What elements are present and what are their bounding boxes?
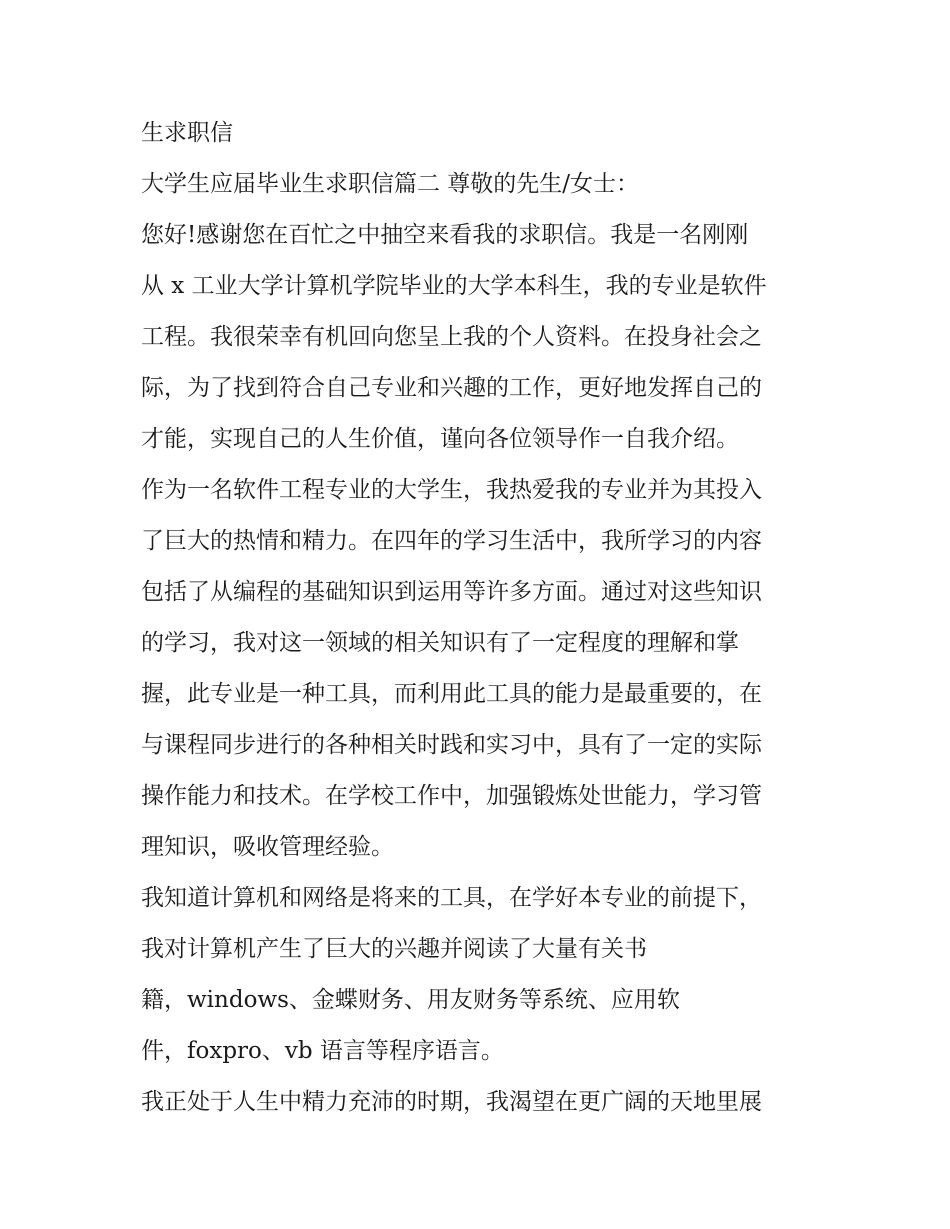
text-line: 与课程同步进行的各种相关时践和实习中，具有了一定的实际	[141, 732, 762, 758]
text-line: 作为一名软件工程专业的大学生，我热爱我的专业并为其投入	[141, 477, 762, 503]
text-line: 您好!感谢您在百忙之中抽空来看我的求职信。我是一名刚刚	[141, 222, 749, 248]
text-line: 件，foxpro、vb 语言等程序语言。	[141, 1038, 504, 1064]
letter-heading: 生求职信	[141, 120, 233, 146]
text-line: 我知道计算机和网络是将来的工具，在学好本专业的前提下，	[141, 885, 762, 911]
text-line: 了巨大的热情和精力。在四年的学习生活中，我所学习的内容	[141, 528, 762, 554]
text-line: 的学习，我对这一领域的相关知识有了一定程度的理解和掌	[141, 630, 739, 656]
letter-body	[141, 108, 821, 1128]
text-line: 握，此专业是一种工具，而利用此工具的能力是最重要的，在	[141, 681, 762, 707]
text-line: 包括了从编程的基础知识到运用等许多方面。通过对这些知识	[141, 579, 762, 605]
text-line: 工程。我很荣幸有机回向您呈上我的个人资料。在投身社会之	[141, 324, 762, 350]
text-line: 我正处于人生中精力充沛的时期，我渴望在更广阔的天地里展	[141, 1089, 762, 1115]
text-line: 我对计算机产生了巨大的兴趣并阅读了大量有关书	[141, 936, 647, 962]
text-line: 理知识，吸收管理经验。	[141, 834, 394, 860]
text-line: 才能，实现自己的人生价值，谨向各位领导作一自我介绍。	[141, 426, 739, 452]
text-line: 际，为了找到符合自己专业和兴趣的工作，更好地发挥自己的	[141, 375, 762, 401]
text-line: 操作能力和技术。在学校工作中，加强锻炼处世能力，学习管	[141, 783, 762, 809]
text-line: 从 x 工业大学计算机学院毕业的大学本科生，我的专业是软件	[141, 273, 767, 299]
text-line: 籍，windows、金蝶财务、用友财务等系统、应用软	[141, 987, 680, 1013]
letter-salutation: 大学生应届毕业生求职信篇二 尊敬的先生/女士：	[141, 171, 640, 197]
